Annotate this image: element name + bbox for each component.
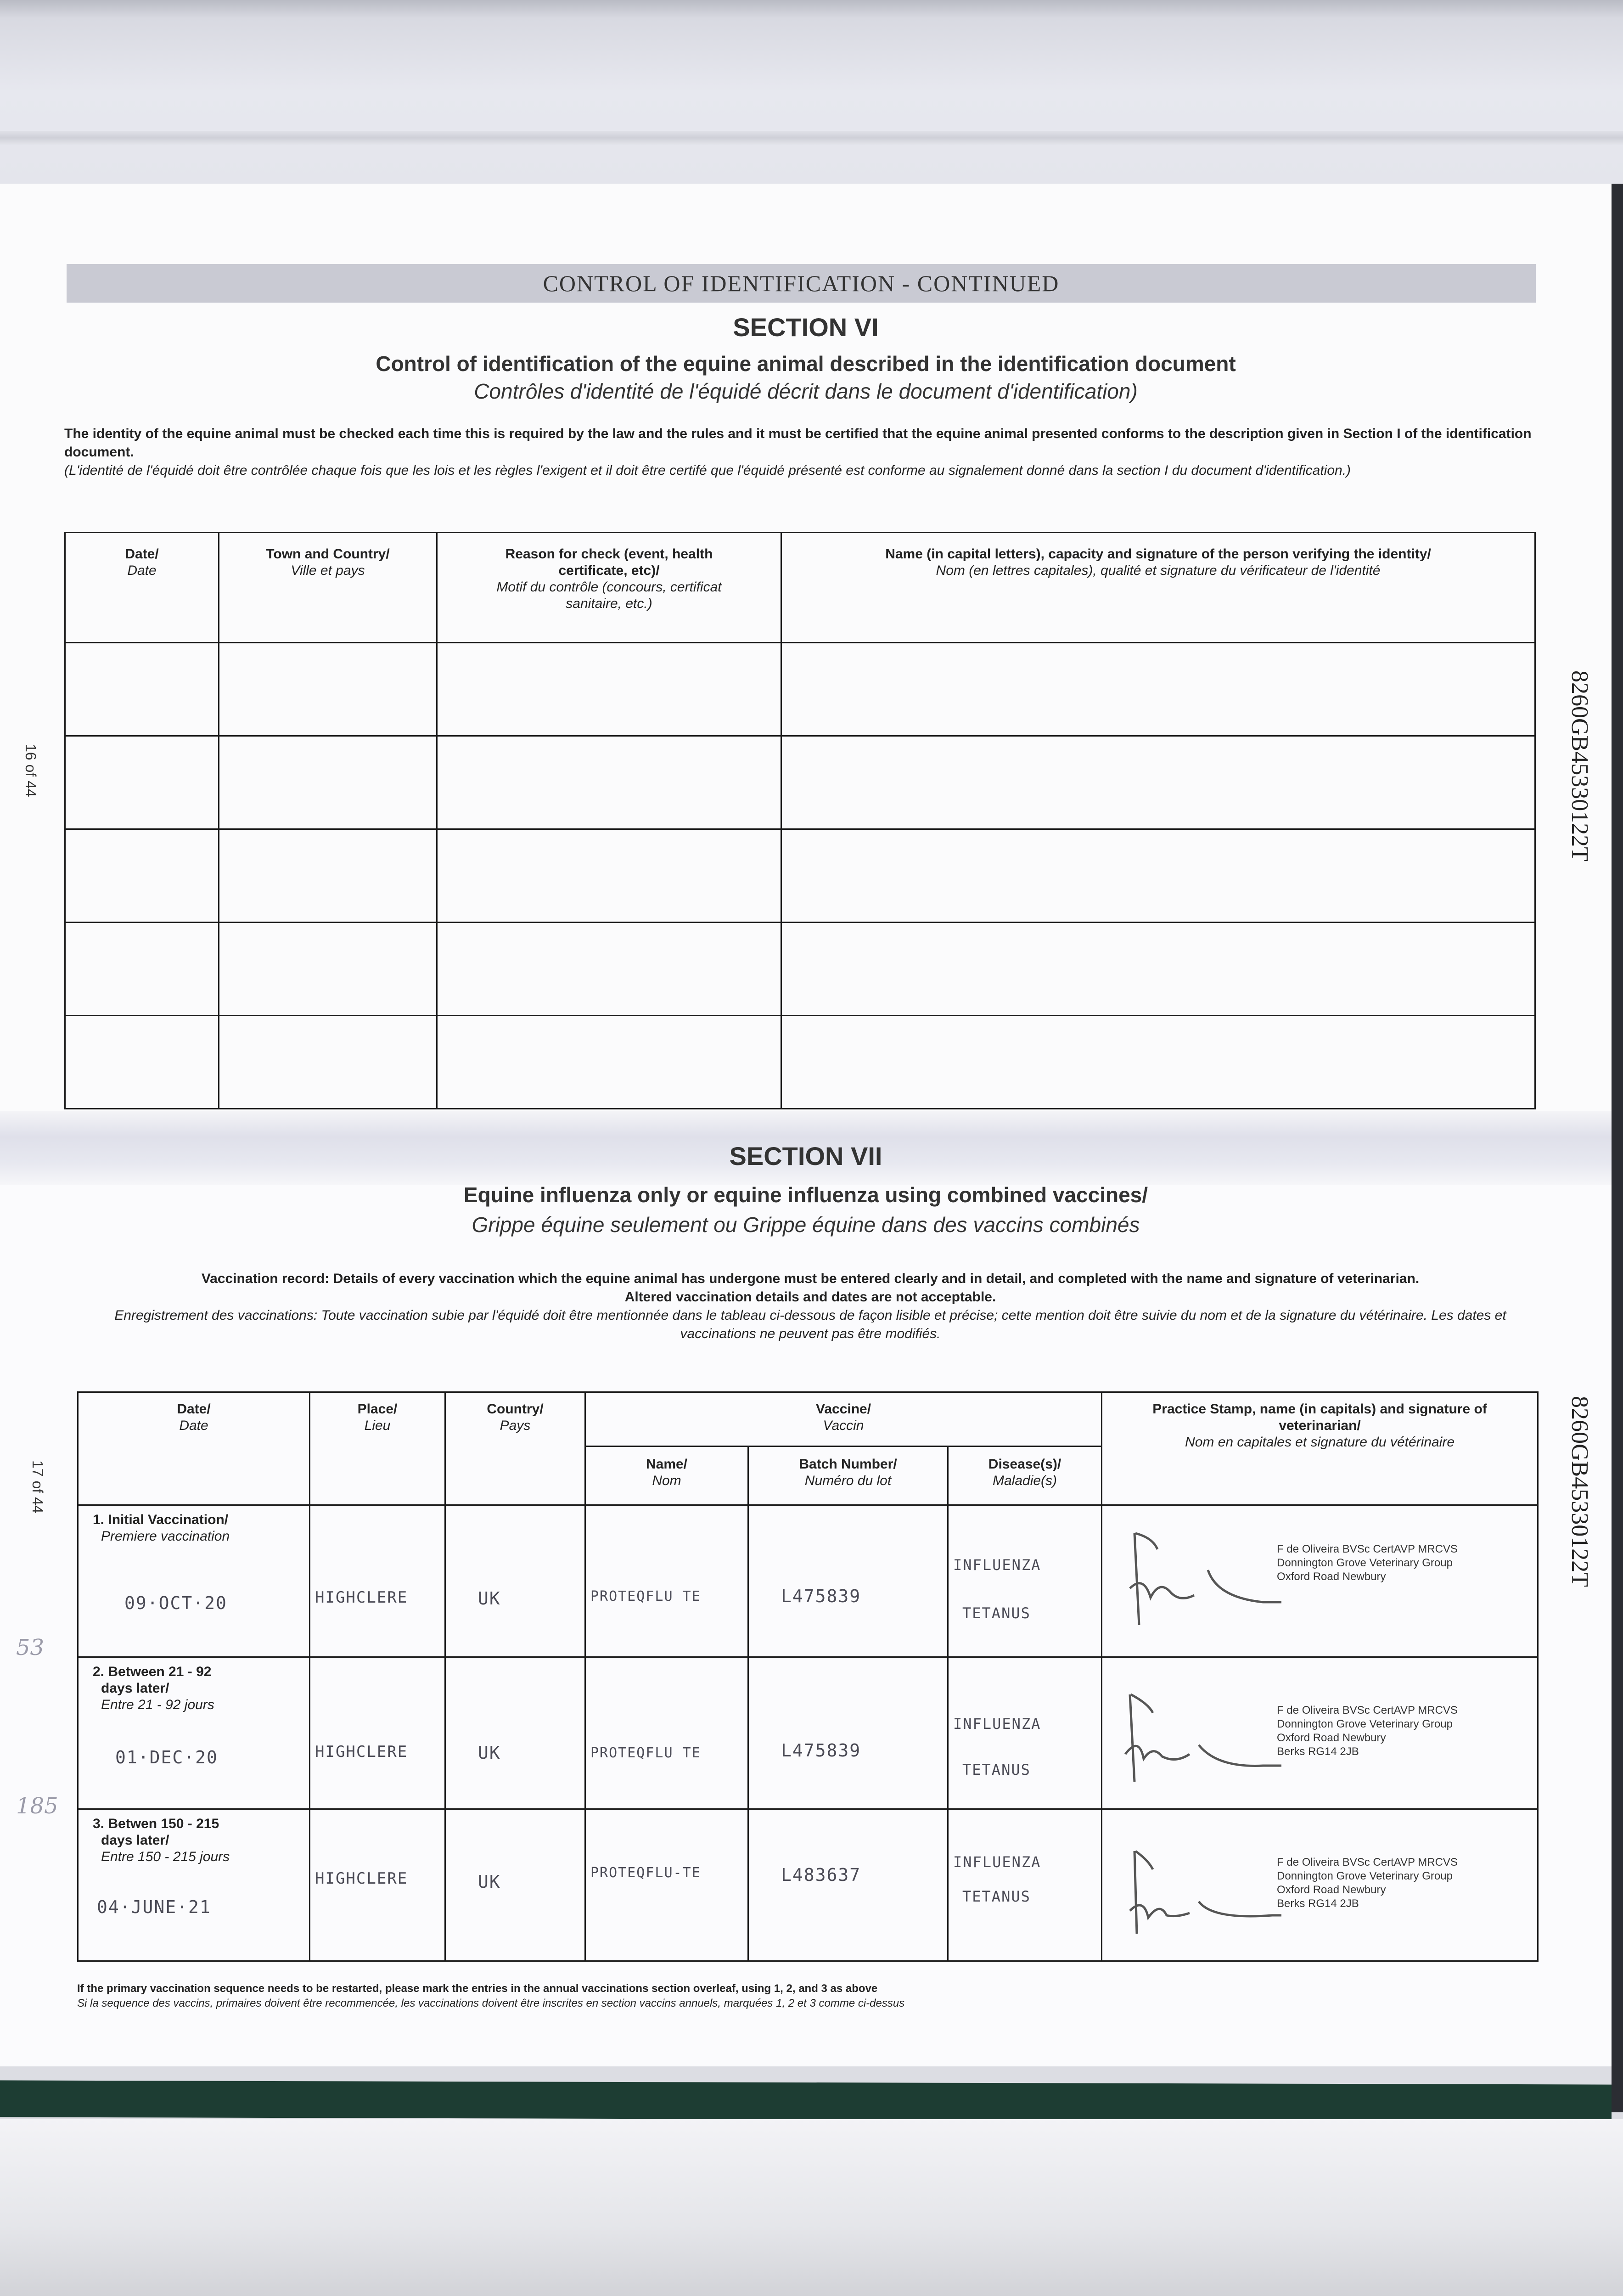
signature-icon	[1116, 1524, 1281, 1634]
page-number-top: 16 of 44	[22, 744, 39, 797]
table-row	[65, 736, 1535, 829]
handwritten-country: UK	[478, 1872, 501, 1892]
restart-footnote	[77, 1981, 904, 2011]
col-place: Place/ Lieu	[310, 1392, 445, 1505]
handwritten-batch: L483637	[781, 1865, 861, 1885]
handwritten-date: 04·JUNE·21	[97, 1897, 211, 1917]
cell-date[interactable]	[65, 829, 219, 923]
handwritten-disease-2: TETANUS	[962, 1761, 1031, 1778]
practice-stamp: F de Oliveira BVSc CertAVP MRCVS Donnington Grove Veterinary Group Oxford Road Newbury Berks RG14 2JB	[1277, 1856, 1458, 1910]
cell-vaccine-name[interactable]	[585, 1809, 748, 1961]
cell-town-country[interactable]	[219, 829, 437, 923]
cell-reason[interactable]	[437, 736, 781, 829]
stage-label: 3. Betwen 150 - 215 days later/ Entre 150 - 215 jours	[93, 1816, 230, 1864]
cell-reason[interactable]	[437, 923, 781, 1016]
stage-label: 1. Initial Vaccination/ Premiere vaccination	[93, 1512, 230, 1544]
cell-batch[interactable]	[748, 1505, 948, 1657]
practice-stamp: F de Oliveira BVSc CertAVP MRCVS Donnington Grove Veterinary Group Oxford Road Newbury Berks RG14 2JB	[1277, 1704, 1458, 1758]
practice-stamp: F de Oliveira BVSc CertAVP MRCVS Donnington Grove Veterinary Group Oxford Road Newbury	[1277, 1543, 1458, 1583]
page-number-bottom: 17 of 44	[29, 1460, 46, 1514]
cell-vaccine-name[interactable]	[585, 1505, 748, 1657]
section-vii-title: SECTION VII	[729, 1142, 882, 1171]
table-row	[65, 923, 1535, 1016]
section-vii-subtitle-en: Equine influenza only or equine influenza using combined vaccines/	[463, 1183, 1148, 1207]
cell-date[interactable]	[65, 923, 219, 1016]
handwritten-batch: L475839	[781, 1586, 861, 1606]
section-vi-subtitle-en: Control of identification of the equine animal described in the identification document	[376, 352, 1236, 376]
intro-en: The identity of the equine animal must be checked each time this is required by the law and the rules and it must be certified that the equine animal presented conforms to the description given in Section I of the identification document.	[64, 426, 1532, 460]
section-vi-intro	[64, 425, 1533, 480]
intro-fr: Enregistrement des vaccinations: Toute vaccination subie par l'équidé doit être mentionnée dans le tableau ci-dessous de façon lisible et précise; cette mention doit être suivie du nom et de la signature du vétérinaire. Les dates et vaccinations ne peuvent pas être modifiés.	[114, 1308, 1506, 1341]
scan-background-top	[0, 0, 1623, 184]
handwritten-batch: L475839	[781, 1740, 861, 1761]
cell-country[interactable]	[445, 1657, 585, 1809]
col-country: Country/ Pays	[445, 1392, 585, 1505]
handwritten-date: 01·DEC·20	[115, 1747, 218, 1767]
cell-disease[interactable]	[948, 1809, 1102, 1961]
handwritten-country: UK	[478, 1588, 501, 1609]
cell-verifier[interactable]	[781, 829, 1535, 923]
handwritten-country: UK	[478, 1743, 501, 1763]
handwritten-disease-2: TETANUS	[962, 1888, 1031, 1905]
table-row	[65, 1016, 1535, 1109]
handwritten-vaccine-name: PROTEQFLU-TE	[590, 1865, 701, 1881]
cell-vet-stamp[interactable]	[1102, 1657, 1538, 1809]
cell-stage-date[interactable]	[78, 1657, 310, 1809]
handwritten-disease-1: INFLUENZA	[953, 1715, 1041, 1733]
cell-verifier[interactable]	[781, 643, 1535, 736]
handwritten-disease-2: TETANUS	[962, 1604, 1031, 1622]
cell-country[interactable]	[445, 1809, 585, 1961]
cell-verifier[interactable]	[781, 923, 1535, 1016]
section-vii-subtitle-fr: Grippe équine seulement ou Grippe équine dans des vaccins combinés	[472, 1213, 1140, 1237]
cell-reason[interactable]	[437, 829, 781, 923]
col-batch-number: Batch Number/ Numéro du lot	[748, 1446, 948, 1505]
col-town-country: Town and Country/ Ville et pays	[219, 533, 437, 643]
table-row	[65, 643, 1535, 736]
table-row	[65, 829, 1535, 923]
passport-id-top: 8260GB45330122T	[1567, 670, 1593, 861]
cell-town-country[interactable]	[219, 643, 437, 736]
pencil-note-2: 185	[16, 1793, 58, 1819]
passport-cover-edge	[0, 2080, 1612, 2121]
col-date: Date/ Date	[78, 1392, 310, 1505]
signature-icon	[1116, 1828, 1281, 1938]
vaccination-table	[77, 1391, 1539, 1962]
col-date: Date/ Date	[65, 533, 219, 643]
cell-verifier[interactable]	[781, 736, 1535, 829]
cell-date[interactable]	[65, 736, 219, 829]
handwritten-disease-1: INFLUENZA	[953, 1556, 1041, 1574]
signature-icon	[1116, 1676, 1281, 1786]
cell-town-country[interactable]	[219, 736, 437, 829]
passport-id-bottom: 8260GB45330122T	[1567, 1396, 1593, 1587]
cell-vet-stamp[interactable]	[1102, 1505, 1538, 1657]
cell-place[interactable]	[310, 1809, 445, 1961]
vaccination-row	[78, 1657, 1538, 1809]
intro-en-2: Altered vaccination details and dates are not acceptable.	[624, 1289, 996, 1305]
scan-background-bottom	[0, 2119, 1623, 2296]
identity-check-table	[64, 532, 1536, 1109]
col-verifier: Name (in capital letters), capacity and signature of the person verifying the identity/ Nom (en lettres capitales), qualité et signature du vérificateur de l'identité	[781, 533, 1535, 643]
cell-place[interactable]	[310, 1505, 445, 1657]
pencil-note-1: 53	[16, 1635, 45, 1660]
handwritten-place: HIGHCLERE	[315, 1743, 408, 1761]
section-vi-subtitle-fr: Contrôles d'identité de l'équidé décrit dans le document d'identification)	[474, 379, 1138, 403]
col-vet: Practice Stamp, name (in capitals) and signature of veterinarian/ Nom en capitales et signature du vétérinaire	[1102, 1392, 1538, 1505]
col-vaccine: Vaccine/ Vaccin	[585, 1392, 1102, 1446]
banner-title: CONTROL OF IDENTIFICATION - CONTINUED	[543, 270, 1060, 296]
section-vii-intro	[83, 1270, 1538, 1343]
col-disease: Disease(s)/ Maladie(s)	[948, 1446, 1102, 1505]
handwritten-vaccine-name: PROTEQFLU TE	[590, 1745, 701, 1761]
scanner-edge	[1612, 184, 1623, 2112]
section-banner	[67, 264, 1536, 303]
cell-date[interactable]	[65, 643, 219, 736]
col-reason: Reason for check (event, health certificate, etc)/ Motif du contrôle (concours, certificat sanitaire, etc.)	[437, 533, 781, 643]
cell-date[interactable]	[65, 1016, 219, 1109]
cell-batch[interactable]	[748, 1657, 948, 1809]
cell-reason[interactable]	[437, 643, 781, 736]
cell-town-country[interactable]	[219, 923, 437, 1016]
table-header-row	[65, 533, 1535, 643]
cell-batch[interactable]	[748, 1809, 948, 1961]
previous-page-edge	[0, 131, 1623, 145]
vaccination-row	[78, 1505, 1538, 1657]
intro-en-1: Vaccination record: Details of every vaccination which the equine animal has undergone must be entered clearly and in detail, and completed with the name and signature of veterinarian.	[201, 1271, 1420, 1286]
handwritten-vaccine-name: PROTEQFLU TE	[590, 1588, 701, 1604]
cell-disease[interactable]	[948, 1657, 1102, 1809]
stage-label: 2. Between 21 - 92 days later/ Entre 21 - 92 jours	[93, 1664, 214, 1712]
cell-country[interactable]	[445, 1505, 585, 1657]
cell-place[interactable]	[310, 1657, 445, 1809]
cell-vet-stamp[interactable]	[1102, 1809, 1538, 1961]
handwritten-date: 09·OCT·20	[124, 1593, 227, 1613]
handwritten-place: HIGHCLERE	[315, 1588, 408, 1607]
handwritten-place: HIGHCLERE	[315, 1869, 408, 1888]
section-vi-title: SECTION VI	[733, 313, 879, 342]
col-vaccine-name: Name/ Nom	[585, 1446, 748, 1505]
vaccination-row	[78, 1809, 1538, 1961]
table-header-row	[78, 1392, 1538, 1446]
cell-disease[interactable]	[948, 1505, 1102, 1657]
intro-fr: (L'identité de l'équidé doit être contrôlée chaque fois que les lois et les règles l'exigent et il doit être certifé que l'équidé présenté est conforme au signalement donné dans la section I du document d'identification.)	[64, 463, 1351, 478]
cell-reason[interactable]	[437, 1016, 781, 1109]
cell-vaccine-name[interactable]	[585, 1657, 748, 1809]
footnote-en: If the primary vaccination sequence needs to be restarted, please mark the entries in the annual vaccinations section overleaf, using 1, 2, and 3 as above	[77, 1982, 878, 1995]
cell-verifier[interactable]	[781, 1016, 1535, 1109]
cell-stage-date[interactable]	[78, 1809, 310, 1961]
handwritten-disease-1: INFLUENZA	[953, 1853, 1041, 1871]
footnote-fr: Si la sequence des vaccins, primaires doivent être recommencée, les vaccinations doivent être inscrites en section vaccins annuels, marquées 1, 2 et 3 comme ci-dessus	[77, 1997, 905, 2009]
cell-town-country[interactable]	[219, 1016, 437, 1109]
cell-stage-date[interactable]	[78, 1505, 310, 1657]
